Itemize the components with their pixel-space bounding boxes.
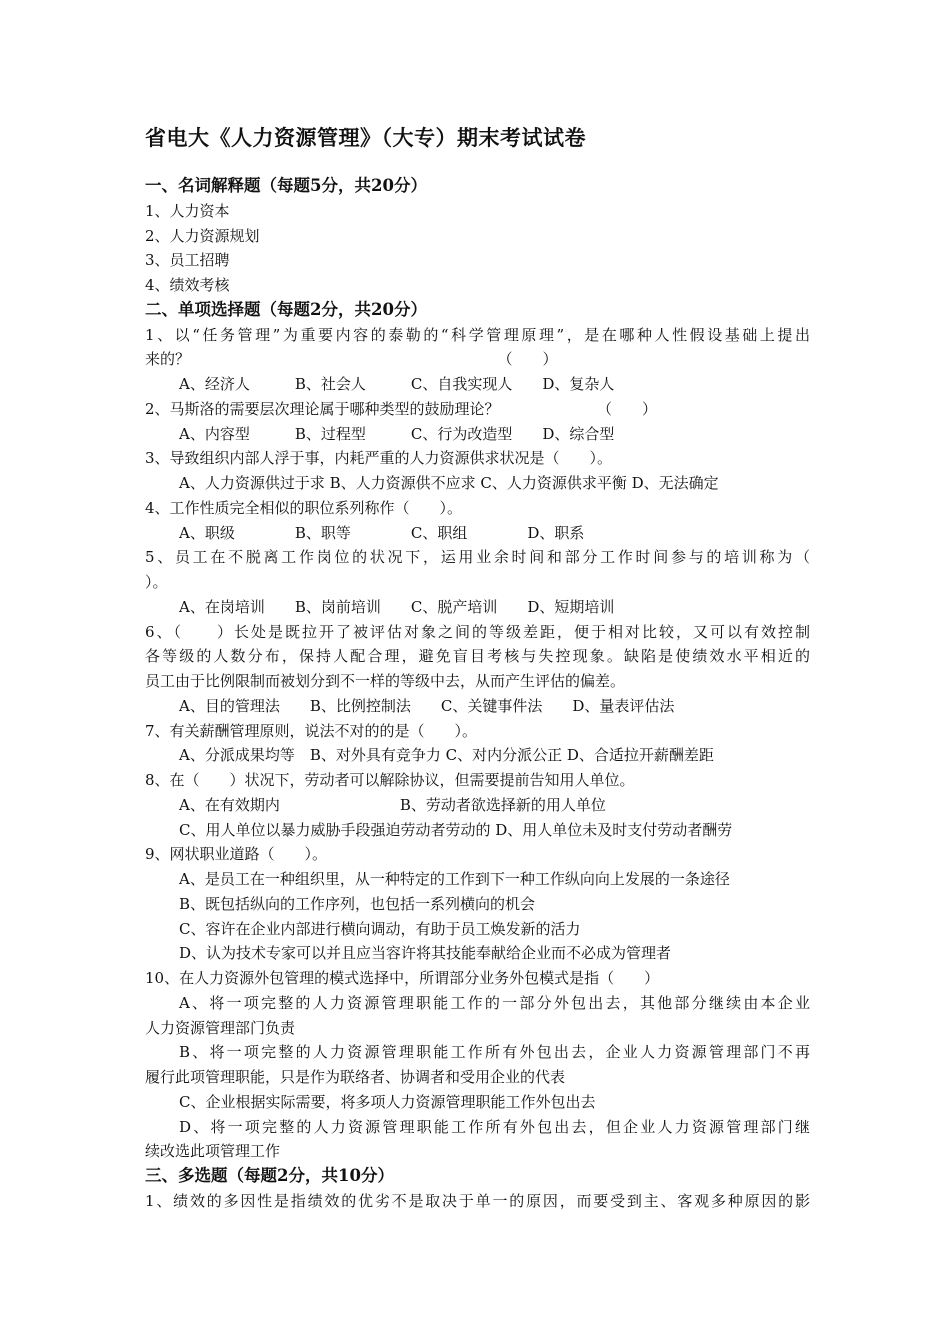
text-line: 6、（ ）长处是既拉开了被评估对象之间的等级差距，便于相对比较，又可以有效控制 <box>145 622 810 641</box>
text-line: 各等级的人数分布，保持人配合理，避免盲目考核与失控现象。缺陷是使绩效水平相近的 <box>145 647 810 666</box>
text-line: C、用人单位以暴力威胁手段强迫劳动者劳动的 D、用人单位未及时支付劳动者酬劳 <box>179 820 733 839</box>
text-line: 1、以“任务管理”为重要内容的泰勒的“科学管理原理”，是在哪种人性假设基础上提出 <box>145 325 810 344</box>
text-line: 9、网状职业道路（ ）。 <box>145 845 328 864</box>
section-heading: 三、多选题（每题2分，共10分） <box>145 1166 394 1185</box>
text-line: A、内容型 B、过程型 C、行为改造型 D、综合型 <box>179 424 615 443</box>
text-line: 3、员工招聘 <box>145 251 230 270</box>
text-line: A、是员工在一种组织里，从一种特定的工作到下一种工作纵向向上发展的一条途径 <box>179 870 730 888</box>
text-line: A、经济人 B、社会人 C、自我实现人 D、复杂人 <box>179 375 615 393</box>
exam-body <box>145 174 810 1214</box>
text-line: A、在岗培训 B、岗前培训 C、脱产培训 D、短期培训 <box>179 597 615 616</box>
text-line: A、在有效期内 B、劳动者欲选择新的用人单位 <box>179 795 606 814</box>
text-line: 续改选此项管理工作 <box>145 1142 281 1161</box>
text-line: ）。 <box>145 573 168 591</box>
text-line: 8、在（ ）状况下，劳动者可以解除协议，但需要提前告知用人单位。 <box>145 771 635 789</box>
text-line: D、将一项完整的人力资源管理职能工作所有外包出去，但企业人力资源管理部门继 <box>179 1117 810 1136</box>
text-line: 员工由于比例限制而被划分到不一样的等级中去，从而产生评估的偏差。 <box>145 672 626 690</box>
text-line: A、职级 B、职等 C、职组 D、职系 <box>179 523 585 542</box>
text-line: 3、导致组织内部人浮于事，内耗严重的人力资源供求状况是（ ）。 <box>145 449 613 468</box>
text-line: B、既包括纵向的工作序列，也包括一系列横向的机会 <box>179 894 536 913</box>
text-line: 7、有关薪酬管理原则，说法不对的的是（ ）。 <box>145 721 478 740</box>
section-heading: 二、单项选择题（每题2分，共20分） <box>145 299 427 319</box>
text-line: 人力资源管理部门负责 <box>145 1018 296 1037</box>
text-line: 1、人力资本 <box>145 201 230 220</box>
text-line: B、将一项完整的人力资源管理职能工作所有外包出去，企业人力资源管理部门不再 <box>179 1043 810 1062</box>
text-line: 2、人力资源规划 <box>145 226 260 245</box>
text-line: A、目的管理法 B、比例控制法 C、关键事件法 D、量表评估法 <box>179 696 675 715</box>
text-line: A、将一项完整的人力资源管理职能工作的一部分外包出去，其他部分继续由本企业 <box>179 993 810 1012</box>
section-heading: 一、名词解释题（每题5分，共20分） <box>145 176 427 195</box>
text-line: A、分派成果均等 B、对外具有竞争力 C、对内分派公正 D、合适拉开薪酬差距 <box>179 746 714 765</box>
text-line: A、人力资源供过于求 B、人力资源供不应求 C、人力资源供求平衡 D、无法确定 <box>179 474 719 492</box>
text-line: C、企业根据实际需要，将多项人力资源管理职能工作外包出去 <box>179 1092 596 1111</box>
text-line: 来的？ （ ） <box>145 350 558 369</box>
text-line: C、容许在企业内部进行横向调动，有助于员工焕发新的活力 <box>179 919 581 938</box>
text-line: 4、工作性质完全相似的职位系列称作（ ）。 <box>145 498 463 517</box>
text-line: 1、绩效的多因性是指绩效的优劣不是取决于单一的原因，而要受到主、客观多种原因的影 <box>145 1191 810 1210</box>
text-line: 履行此项管理职能，只是作为联络者、协调者和受用企业的代表 <box>145 1068 566 1086</box>
text-line: 2、马斯洛的需要层次理论属于哪种类型的鼓励理论？ （ ） <box>145 399 658 418</box>
text-line: 10、在人力资源外包管理的模式选择中，所谓部分业务外包模式是指（ ） <box>145 969 660 987</box>
page-title: 省电大《人力资源管理》（大专）期末考试试卷 <box>145 125 586 150</box>
text-line: 5、员工在不脱离工作岗位的状况下，运用业余时间和部分工作时间参与的培训称为（ <box>145 548 810 567</box>
text-line: 4、绩效考核 <box>145 276 230 294</box>
text-line: D、认为技术专家可以并且应当容许将其技能奉献给企业而不必成为管理者 <box>179 944 672 963</box>
